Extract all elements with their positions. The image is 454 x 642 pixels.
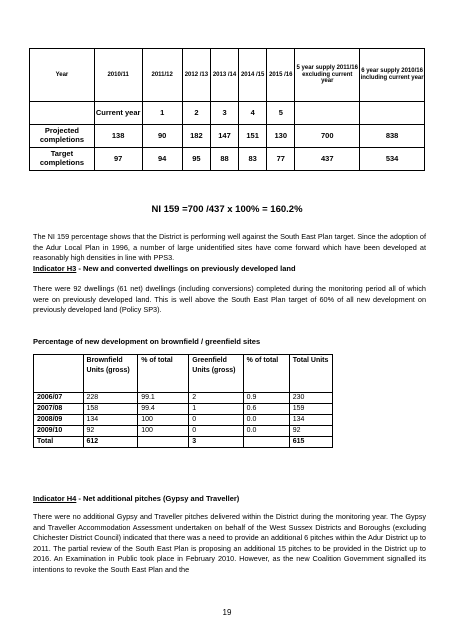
table-cell: 100 [138,415,189,426]
table-cell: 92 [83,426,138,437]
row-label: 2009/10 [34,426,84,437]
table-header-row [30,49,425,102]
indicator-h3-subtitle: - New and converted dwellings on previously developed land [76,264,296,273]
table-cell: 158 [83,404,138,415]
row-label: Total [34,437,84,448]
table-cell: 88 [210,148,238,171]
table-cell: 83 [239,148,267,171]
table-cell: 437 [295,148,360,171]
table-cell [243,437,289,448]
header-cell: 2013 /14 [210,49,238,102]
header-cell [34,355,84,393]
table-cell: 0.9 [243,393,289,404]
row-label: 2006/07 [34,393,84,404]
table-cell: 94 [142,148,182,171]
row-label: Target completions [30,148,95,171]
table-row [34,393,333,404]
table-cell: 0.6 [243,404,289,415]
table-cell: Current year [94,102,142,125]
table-cell: 612 [83,437,138,448]
table-cell: 3 [210,102,238,125]
indicator-h4-subtitle: - Net additional pitches (Gypsy and Traveller) [76,494,240,503]
table-cell [138,437,189,448]
header-cell: 5 year supply 2011/16 excluding current year [295,49,360,102]
table-row [34,404,333,415]
table-cell: 228 [83,393,138,404]
header-cell: 2015 /16 [267,49,295,102]
table-cell: 2 [182,102,210,125]
table-cell: 0 [189,426,243,437]
table-row [30,102,425,125]
table-cell: 99.1 [138,393,189,404]
table-cell: 700 [295,125,360,148]
table-cell: 130 [267,125,295,148]
table-cell: 100 [138,426,189,437]
paragraph: There were no additional Gypsy and Traveller pitches delivered within the District during the monitoring year. The Gypsy and Traveller Accommodation Assessment undertaken on behalf of the West Sussex Districts and Boroughs (excluding Chichester District Council) indicated that there was a need to provide an additional 6 pitches within the Adur District up to 2011. The partial review of the South East Plan is proposing an additional 15 pitches to be provided in the District up to 2016. An Examination in Public took place in February 2010. However, as the new Coalition Government signalled its intentions to revoke the South East Plan and the [33,512,426,574]
table-header-row [34,355,333,393]
header-cell: Total Units [289,355,332,393]
indicator-h3-title: Indicator H3 [33,264,77,273]
table-cell: 4 [239,102,267,125]
housing-supply-table [29,48,425,171]
table-cell: 134 [289,415,332,426]
header-cell: 2011/12 [142,49,182,102]
table-cell: 92 [289,426,332,437]
brownfield-greenfield-table [33,354,333,448]
table-cell: 138 [94,125,142,148]
table-cell: 134 [83,415,138,426]
page-number: 19 [222,608,232,617]
ni-159-formula: NI 159 =700 /437 x 100% = 160.2% [151,204,303,215]
table-row [34,415,333,426]
table-cell: 0 [189,415,243,426]
table-cell: 230 [289,393,332,404]
header-cell: 2014 /15 [239,49,267,102]
table-cell: 1 [142,102,182,125]
table-cell: 182 [182,125,210,148]
table-cell: 95 [182,148,210,171]
header-cell: 2010/11 [94,49,142,102]
table-cell: 534 [360,148,425,171]
row-label: Projected completions [30,125,95,148]
table-cell: 90 [142,125,182,148]
table-cell: 159 [289,404,332,415]
table-cell: 151 [239,125,267,148]
table-cell [30,102,95,125]
table-cell: 1 [189,404,243,415]
table-row [30,148,425,171]
header-cell: % of total [243,355,289,393]
table-cell: 2 [189,393,243,404]
table-cell: 77 [267,148,295,171]
paragraph: There were 92 dwellings (61 net) dwellings (including conversions) completed during the monitoring period all of which were on previously developed land. This is well above the South East Plan target of 60% of all new development on previously developed land (Policy SP3). [33,284,426,315]
header-cell: % of total [138,355,189,393]
table-cell: 5 [267,102,295,125]
header-cell: Brownfield Units (gross) [83,355,138,393]
row-label: 2008/09 [34,415,84,426]
table-cell: 838 [360,125,425,148]
table-row [34,426,333,437]
brownfield-heading: Percentage of new development on brownfield / greenfield sites [33,337,261,346]
table-cell: 3 [189,437,243,448]
row-label: 2007/08 [34,404,84,415]
header-cell: Year [30,49,95,102]
table-cell: 147 [210,125,238,148]
table-cell: 99.4 [138,404,189,415]
table-cell: 0.0 [243,415,289,426]
indicator-h3-heading [33,264,296,273]
table-cell: 0.0 [243,426,289,437]
header-cell: Greenfield Units (gross) [189,355,243,393]
table-total-row [34,437,333,448]
table-cell [295,102,360,125]
indicator-h4-title: Indicator H4 [33,494,77,503]
table-cell: 615 [289,437,332,448]
table-row [30,125,425,148]
header-cell: 2012 /13 [182,49,210,102]
table-cell: 97 [94,148,142,171]
table-cell [360,102,425,125]
indicator-h4-heading [33,494,239,503]
header-cell: 6 year supply 2010/16 including current year [360,49,425,102]
paragraph: The NI 159 percentage shows that the District is performing well against the South East Plan target. Since the adoption of the Adur Local Plan in 1996, a number of large unidentified sites have come forward which have been developed at reasonably high densities in line with PPS3. [33,232,426,263]
